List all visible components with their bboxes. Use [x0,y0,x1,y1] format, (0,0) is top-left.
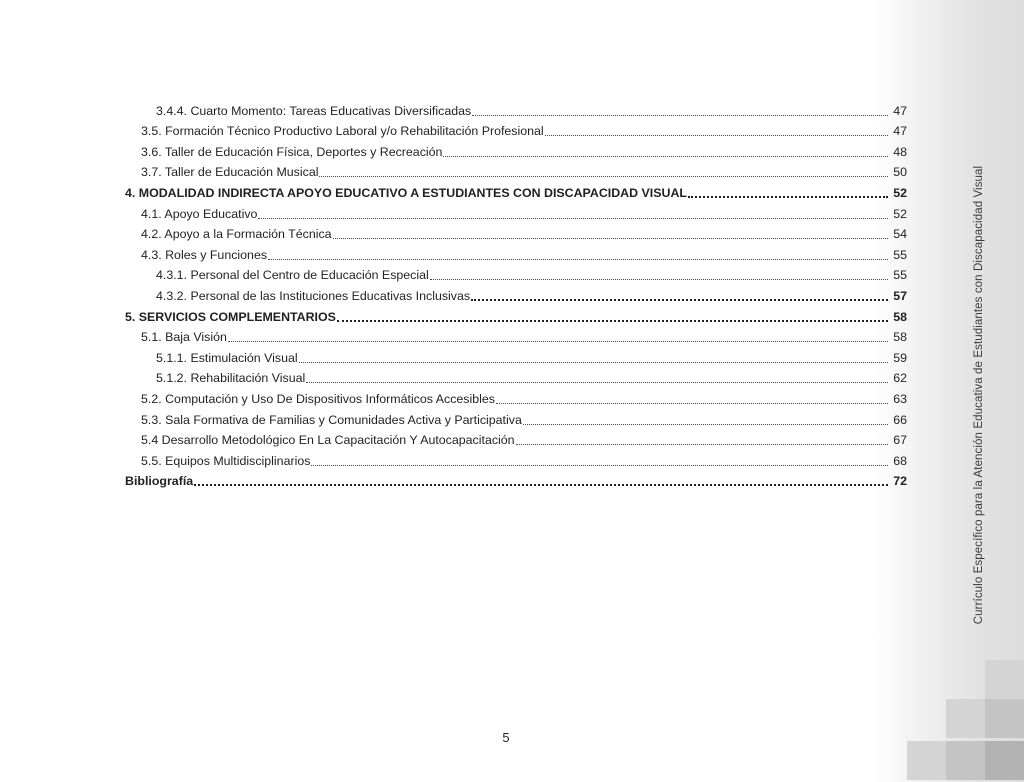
toc-entry-page: 67 [893,433,907,448]
toc-entry-title: 5.1.2. Rehabilitación Visual [156,371,306,386]
toc-entry-page: 72 [893,474,907,489]
toc-entry-title: 4.1. Apoyo Educativo [141,206,258,221]
toc-entry-page: 63 [893,391,907,406]
toc-dot-leader [516,444,888,445]
toc-entry-page: 59 [893,350,907,365]
table-of-contents [125,98,907,489]
toc-entry[interactable] [125,469,907,490]
toc-dot-leader [194,484,888,486]
toc-entry-page: 68 [893,453,907,468]
toc-entry-title: 3.5. Formación Técnico Productivo Laboral y/o Rehabilitación Profesional [141,124,544,139]
toc-entry-page: 58 [893,309,907,324]
toc-entry[interactable] [125,366,907,387]
side-running-title: Currículo Específico para la Atención Educativa de Estudiantes con Discapacidad Visual [973,165,985,625]
toc-dot-leader [311,465,888,466]
toc-entry-title: Bibliografía [125,474,194,489]
decorative-square [985,660,1024,699]
toc-entry-title: 3.6. Taller de Educación Física, Deportes y Recreación [141,144,443,159]
toc-entry[interactable] [125,222,907,243]
toc-dot-leader [523,424,888,425]
decorative-square [907,741,946,780]
toc-entry-page: 48 [893,144,907,159]
toc-entry-page: 52 [893,206,907,221]
toc-dot-leader [545,135,888,136]
toc-entry-title: 4.3. Roles y Funciones [141,247,268,262]
toc-dot-leader [228,341,888,342]
toc-entry[interactable] [125,304,907,325]
toc-entry-title: 4.3.1. Personal del Centro de Educación Especial [156,268,429,283]
toc-entry[interactable] [125,139,907,160]
toc-dot-leader [496,403,888,404]
toc-entry-title: 5.5. Equipos Multidisciplinarios [141,453,311,468]
toc-dot-leader [472,115,888,116]
toc-dot-leader [430,279,888,280]
toc-entry-title: 5.1. Baja Visión [141,330,227,345]
toc-dot-leader [337,320,888,322]
toc-entry[interactable] [125,428,907,449]
toc-entry-title: 5.1.1. Estimulación Visual [156,350,298,365]
toc-dot-leader [333,238,888,239]
toc-entry[interactable] [125,407,907,428]
toc-dot-leader [306,382,888,383]
toc-entry-page: 55 [893,247,907,262]
toc-entry-title: 5.4 Desarrollo Metodológico En La Capacitación Y Autocapacitación [141,433,515,448]
toc-entry-title: 4. MODALIDAD INDIRECTA APOYO EDUCATIVO A ESTUDIANTES CON DISCAPACIDAD VISUAL [125,185,687,200]
toc-entry-title: 5.2. Computación y Uso De Dispositivos Informáticos Accesibles [141,391,495,406]
toc-entry[interactable] [125,325,907,346]
toc-dot-leader [258,218,888,219]
toc-entry[interactable] [125,263,907,284]
toc-dot-leader [688,196,888,198]
toc-dot-leader [268,259,888,260]
toc-entry-page: 50 [893,165,907,180]
toc-entry[interactable] [125,345,907,366]
toc-entry-title: 5.3. Sala Formativa de Familias y Comunidades Activa y Participativa [141,412,522,427]
toc-dot-leader [471,299,888,301]
decorative-square [946,741,985,780]
toc-entry-page: 58 [893,330,907,345]
toc-entry-page: 66 [893,412,907,427]
toc-entry[interactable] [125,283,907,304]
toc-entry[interactable] [125,98,907,119]
page-number: 5 [502,730,510,745]
toc-entry-page: 55 [893,268,907,283]
toc-entry[interactable] [125,160,907,181]
toc-entry-title: 4.3.2. Personal de las Instituciones Educativas Inclusivas [156,288,471,303]
toc-entry[interactable] [125,242,907,263]
toc-entry-page: 57 [893,288,907,303]
decorative-square [985,741,1024,780]
toc-entry-title: 3.7. Taller de Educación Musical [141,165,319,180]
toc-entry-title: 5. SERVICIOS COMPLEMENTARIOS [125,309,336,324]
toc-entry-page: 54 [893,227,907,242]
toc-entry[interactable] [125,386,907,407]
toc-entry[interactable] [125,180,907,201]
toc-entry-title: 4.2. Apoyo a la Formación Técnica [141,227,332,242]
toc-entry[interactable] [125,201,907,222]
toc-entry-title: 3.4.4. Cuarto Momento: Tareas Educativas Diversificadas [156,103,472,118]
toc-entry-page: 52 [893,185,907,200]
toc-entry[interactable] [125,448,907,469]
toc-entry-page: 62 [893,371,907,386]
toc-entry[interactable] [125,119,907,140]
toc-entry-page: 47 [893,124,907,139]
toc-dot-leader [319,176,888,177]
toc-entry-page: 47 [893,103,907,118]
toc-dot-leader [299,362,888,363]
toc-dot-leader [443,156,888,157]
